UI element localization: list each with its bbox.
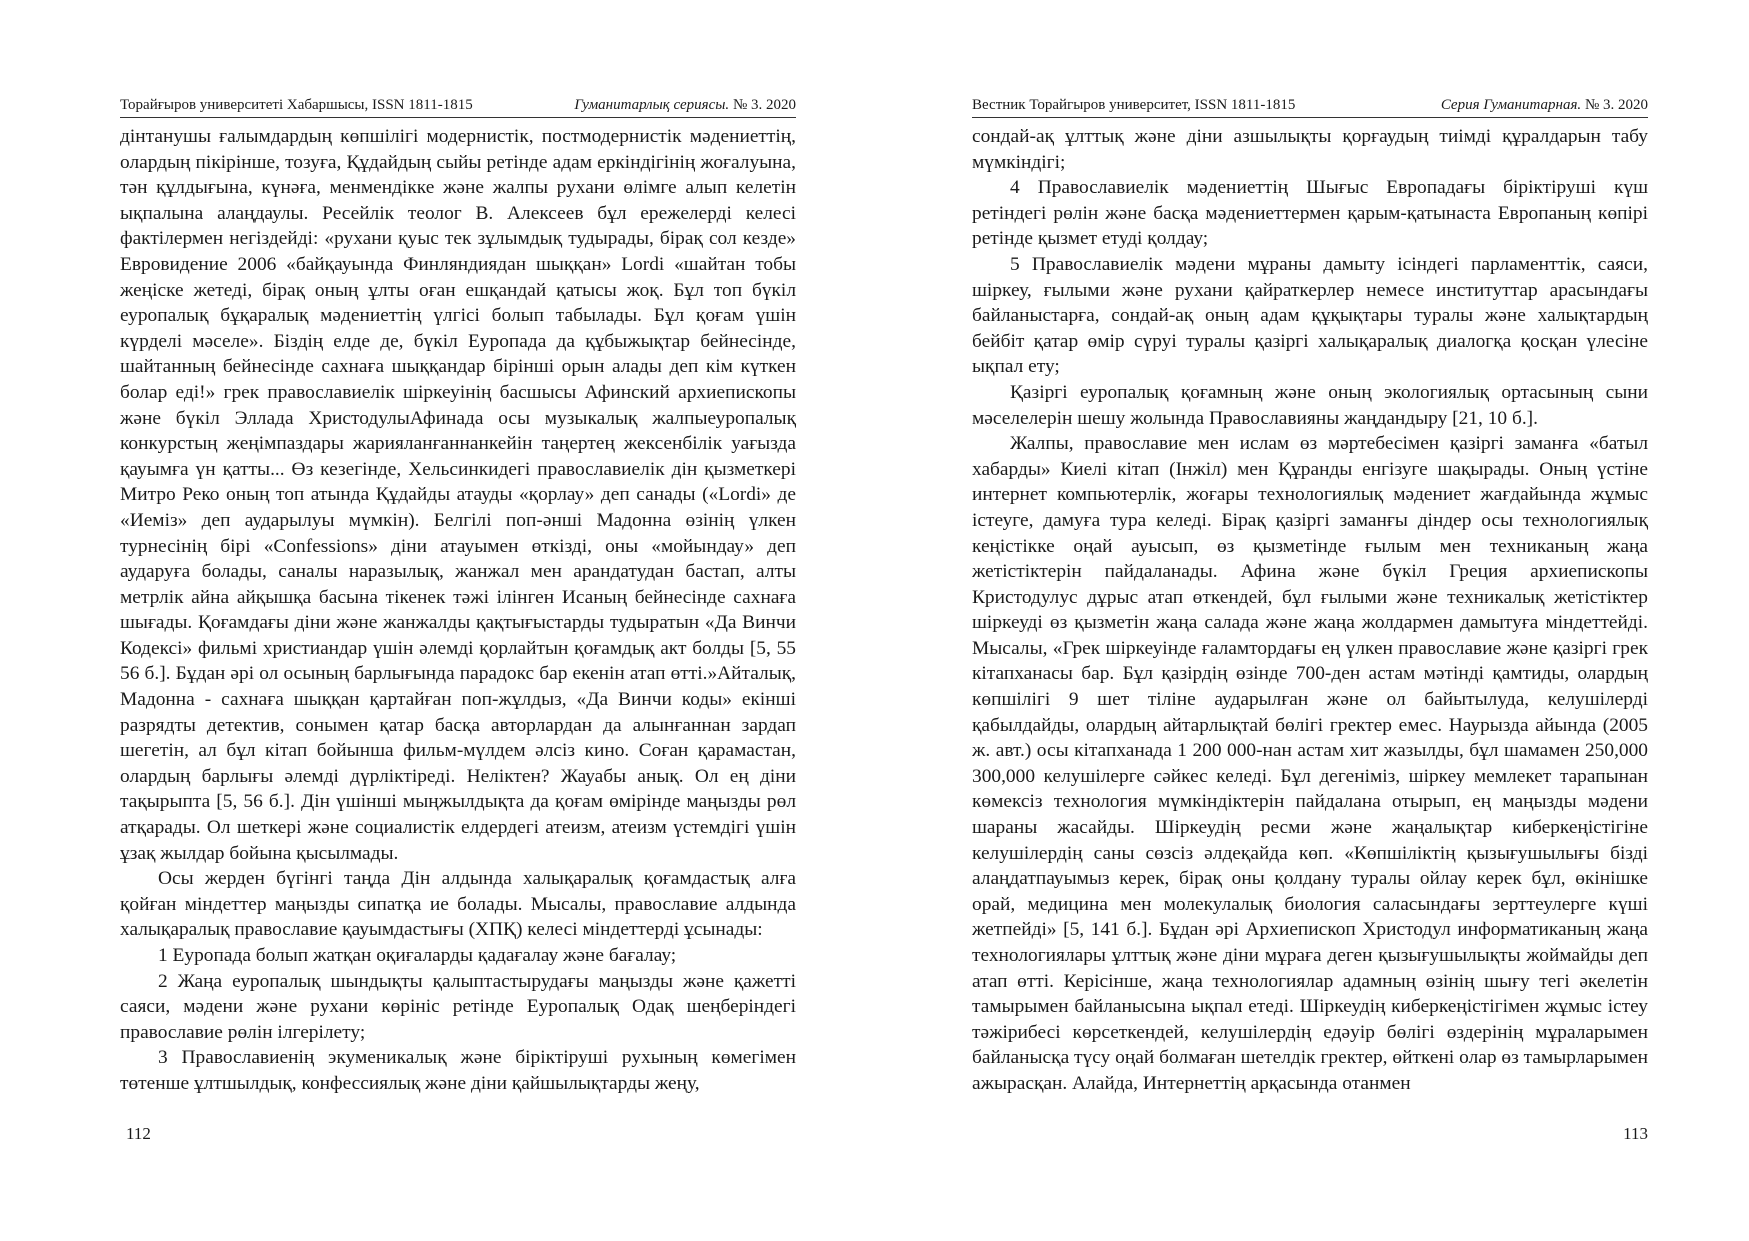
right-body-text [972,124,1648,1097]
right-journal-title: Вестник Торайгыров университет, ISSN 1811-1815 [972,97,1296,113]
left-list-item: 2 Жаңа еуропалық шындықты қалыптастырудағы маңызды және қажетті саяси, мәдени және рухани көрініс ретінде Еуропалық Одақ шеңберіндегі православие рөлін ілгерілету; [120,970,796,1043]
left-list-item: 1 Еуропада болып жатқан оқиғаларды қадағалау және бағалау; [158,945,677,966]
left-paragraph: дінтанушы ғалымдардың көпшілігі модернистік, постмодернистік мәдениеттің, олардың пікірінше, тозуға, Құдайдың сыйы ретінде адам еркіндігінің жоғалуына, тән құлдығына, күнәға, менмендікке және жалпы рухани өлімге алып келетін ықпалына алаңдаулы. Ресейлік теолог В. Алексеев бұл ережелерді келесі фактілермен негіздейді: «рухани қуыс тек зұлымдық тудырады, бірақ сол кезде» Евровидение 2006 «байқауында Финляндиядан шыққан» Lordi «шайтан тобы жеңіске жетеді, бірақ оның ұлты оған ешқандай қатысы жоқ. Бұл топ бүкіл еуропалық бұқаралық мәдениеттің үлгісі болып табылады. Бұл қоғам үшін күрделі мәселе». Біздің елде де, бүкіл Еуропада да құбыжықтар бейнесінде, шайтанның бейнесінде сахнаға шыққандар бірінші орын алады деп кім күткен болар еді!» грек православиелік шіркеуінің басшысы Афинский архиепископы және бүкіл Эллада ХристодулыАфинада осы музыкалық жалпыеуропалық конкурстың жеңімпаздары жарияланғаннанкейін таңертең жексенбілік уағызда қауымға үн қатты... Өз кезегінде, Хельсинкидегі православиелік дін қызметкері Митро Реко оның топ атында Құдайды атауды «қорлау» деп санады («Lordi» де «Иеміз» деп аударылуы мүмкін). Белгілі поп-әнші Мадонна өзінің үлкен турнесінің бірі «Confessions» діни атауымен өткізді, оны «мойындау» деп аударуға болады, саналы наразылық, жанжал мен арандатудан бастап, алты метрлік айна айқышқа басына тікенек тәжі ілінген Исаның бейнесінде сахнаға шығады. Қоғамдағы діни және жанжалды қақтығыстарды тудыратын «Да Винчи Кодексі» фильмі христиандар үшін әлемді қорлайтын қоғамдық акт болды [5, 55 56 б.]. Бұдан әрі ол осының барлығында парадокс бар екенін атап өтті.»Айталық, Мадонна - сахнаға шыққан қартайған поп-жұлдыз, «Да Винчи коды» екінші разрядты детектив, сонымен қатар басқа авторлардан да алынғаннан зардап шегетін, ал бұл кітап бойынша фильм-мүлдем әлсіз кино. Соған қарамастан, олардың барлығы әлемді дүрліктіреді. Неліктен? Жауабы анық. Ол ең діни тақырыпта [5, 56 б.]. Дін үшінші мыңжылдықта да қоғам өмірінде маңызды рөл атқарады. Ол шеткері және социалистік елдердегі атеизм, атеизм үстемдігі үшін ұзақ жылдар бойына қысылмады. [120,126,796,864]
right-page [972,0,1648,1241]
right-paragraph: Жалпы, православие мен ислам өз мәртебесімен қазіргі заманға «батыл хабарды» Киелі кітап (Інжіл) мен Құранды енгізуге шақырады. Оның үстіне интернет компьютерлік, жоғары технологиялық мәдениет жағдайында жұмыс істеуге, дамуға тура келеді. Бірақ қазіргі заманғы діндер осы технологиялық кеңістікке оңай ауысып, өз қызметінде ғылым мен техниканың жаңа жетістіктерін пайдаланады. Афина және бүкіл Греция архиепископы Кристодулус дұрыс атап өткендей, бұл ғылыми және техникалық жетістіктер шіркеуді өз қызметін жаңа салада және жаңа жолдармен дамытуға міндеттейді. Мысалы, «Грек шіркеуінде ғаламтордағы ең үлкен православие және қазіргі грек кітапханасы бар. Бұл қазірдің өзінде 700-ден астам мәтінді қамтиды, олардың көпшілігі 9 шет тіліне аударылған және ол байытылуда, келушілерді қабылдайды, олардың айтарлықтай бөлігі гректер емес. Наурызда айында (2005 ж. авт.) осы кітапханада 1 200 000-нан астам хит жазылды, бұл шамамен 250,000 300,000 келушілерге сәйкес келеді. Бұл дегеніміз, шіркеу мемлекет тарапынан көмексіз технология мүмкіндіктерін пайдалана отырып, ең маңызды мәдени шараны жасайды. Шіркеудің ресми және жаңалықтар киберкеңістігіне келушілердің саны сөзсіз әлдеқайда көп. «Көпшіліктің қызығушылығы бізді алаңдатпауымыз керек, бірақ оны қолдану туралы ойлау керек бұл, өкінішке орай, медицина мен молекулалық биология саласындағы зерттеулерге күші жетпейді» [5, 141 б.]. Бұдан әрі Архиепископ Христодул информатиканың жаңа технологиялары ұлттық және діни мұраға деген қызығушылықты жоймайды деп атап өтті. Керісінше, жаңа технологиялар адамның өзінің шығу тегі әкелетін тамырымен байланысына ықпал етеді. Шіркеудің киберкеңістігімен жұмыс істеу тәжірибесі көрсеткендей, келушілердің едәуір бөлігі өздерінің мұраларымен байланысқа түсу оңай болмаған шетелдік гректер, өйткені олар өз тамырларымен ажырасқан. Алайда, Интернеттің арқасында отанмен [972,433,1648,1094]
left-body-text [120,124,796,1097]
left-issue-number: № 3. 2020 [732,97,796,113]
left-list-item: 3 Православиенің экуменикалық және біріктіруші рухының көмегімен төтенше ұлтшылдық, конфессиялық және діни қайшылықтарды жеңу, [120,1047,796,1094]
right-running-header [972,92,1648,114]
left-page-number: 112 [126,1124,151,1143]
left-header-rule [120,117,796,118]
right-series-issue [1441,96,1648,114]
left-paragraph: Осы жерден бүгінгі таңда Дін алдында халықаралық қоғамдастық алға қойған міндеттер маңызды сипатқа ие болады. Мысалы, православие алдында халықаралық православие қауымдастығы (ХПҚ) келесі міндеттерді ұсынады: [120,868,796,941]
right-issue-number: № 3. 2020 [1584,97,1648,113]
right-paragraph: сондай-ақ ұлттық және діни азшылықты қорғаудың тиімді құралдарын табу мүмкіндігі; [972,126,1648,173]
right-series-name: Серия Гуманитарная. [1440,97,1582,113]
left-journal-title: Торайғыров университеті Хабаршысы, ISSN 1811-1815 [120,97,473,113]
right-header-rule [972,117,1648,118]
left-series-name: Гуманитарлық сериясы. [574,97,730,113]
left-page [120,0,796,1241]
right-list-item: 4 Православиелік мәдениеттің Шығыс Европадағы біріктіруші күш ретіндегі рөлін және басқа мәдениеттермен қарым-қатынаста Европаның көпірі ретінде қызмет етуді қолдау; [972,177,1648,250]
left-running-header [120,92,796,114]
right-paragraph: Қазіргі еуропалық қоғамның және оның экологиялық ортасының сыни мәселелерін шешу жолында Православияны жаңдандыру [21, 10 б.]. [972,381,1648,429]
left-series-issue [574,96,796,114]
right-list-item: 5 Православиелік мәдени мұраны дамыту ісіндегі парламенттік, саяси, шіркеу, ғылыми және рухани қайраткерлер немесе институттар арасындағы байланыстарға, сондай-ақ оның адам құқықтары туралы және халықтардың бейбіт қатар өмір сүруі туралы қазіргі халықаралық диалогқа қосқан үлесіне ықпал ету; [972,253,1648,378]
right-page-number: 113 [1623,1124,1648,1143]
